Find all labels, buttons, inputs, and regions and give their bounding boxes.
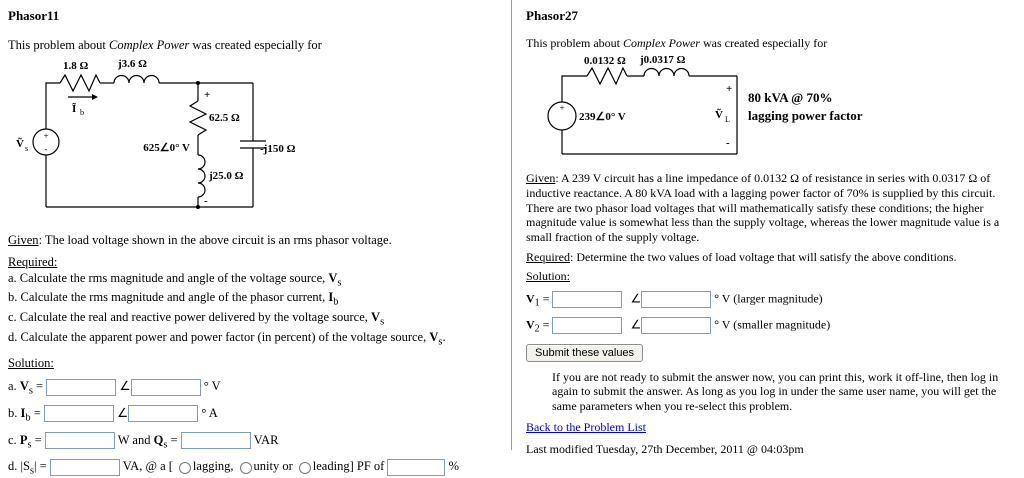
left-intro <box>8 37 503 53</box>
ps-input[interactable] <box>45 432 115 449</box>
circuit-diagram-phasor11 <box>8 57 318 227</box>
inductor-symbol-j3.6ohm <box>114 75 159 83</box>
inductor-symbol-j25ohm <box>198 155 205 197</box>
label-resistor-62.5ohm: 62.5 Ω <box>209 111 240 124</box>
required-item-a: a. Calculate the rms magnitude and angle of the voltage source, $V_s$ <box>8 270 342 289</box>
pf-leading-radio[interactable] <box>299 462 311 474</box>
circuit-wires <box>548 68 737 154</box>
left-page-title: Phasor11 <box>8 8 60 23</box>
right-intro-topic: Complex Power <box>622 35 700 50</box>
label-source-vs: Ṽ <box>16 137 24 150</box>
angle-symbol: ∠ <box>630 291 642 306</box>
last-modified-text: Last modified Tuesday, 27th December, 2011 @ 04:03pm <box>526 442 804 457</box>
right-given <box>526 171 1017 244</box>
required-item-d: d. Calculate the apparent power and power factor (in percent) of the voltage source, $V_s$. <box>8 330 446 348</box>
left-intro-post: was created especially for <box>189 37 322 52</box>
label-load-voltage-vl: Ṽ <box>715 109 723 122</box>
problem-panel-phasor27 <box>512 0 1023 457</box>
right-page-title: Phasor27 <box>526 8 578 23</box>
left-given-label: Given <box>8 232 39 247</box>
angle-symbol: ∠ <box>630 316 642 331</box>
angle-symbol: ∠ <box>117 405 129 420</box>
label-current-ib: Ĩ <box>72 102 77 115</box>
solution-row-b: b. $I_b$ = ∠ ° A <box>8 405 218 424</box>
left-given-text: : The load voltage shown in the above circuit is an rms phasor voltage. <box>38 232 392 247</box>
label-load-voltage: 625∠0° V <box>143 141 190 154</box>
problem-panel-phasor11 <box>0 0 512 477</box>
pf-lagging-radio[interactable] <box>179 462 191 474</box>
left-solution-label: Solution: <box>8 355 54 370</box>
offline-note: If you are not ready to submit the answer now, you can print this, work it off-line, then log in again to submit the answer. As long as you log in under the same user name, you will get the same parameters when you re-select this problem. <box>552 369 999 413</box>
label-inductor-j0.0317ohm: j0.0317 Ω <box>640 54 686 67</box>
label-source-voltage: 239∠0° V <box>579 111 626 124</box>
submit-values-button[interactable]: Submit these values <box>526 344 643 362</box>
solution-row-v2: $V_2$ = ∠ ° V (smaller magnitude) <box>526 316 831 335</box>
pf-percent-input[interactable] <box>387 459 445 476</box>
back-link-row <box>526 420 1017 435</box>
label-inductor-j3.6ohm: j3.6 Ω <box>118 57 147 70</box>
circuit-diagram-phasor27 <box>532 54 1002 166</box>
label-load-voltage-vl-sub: L <box>725 115 730 125</box>
label-inductor-j25ohm: j25.0 Ω <box>209 169 244 182</box>
label-source-vs-sub: s <box>25 143 29 153</box>
plus-sign-load: + <box>204 88 211 101</box>
ib-angle-input[interactable] <box>128 405 198 422</box>
left-given <box>8 232 503 248</box>
ss-magnitude-input[interactable] <box>50 459 120 476</box>
right-required-label: Required <box>526 249 570 264</box>
solution-row-c: c. $P_s = W$ and $Q_s$ = VAR <box>8 432 279 451</box>
current-arrow-head <box>92 94 98 100</box>
label-resistor-1.8ohm: 1.8 Ω <box>63 59 89 72</box>
left-intro-pre: This problem about <box>8 37 110 52</box>
source-plus-sign: + <box>559 103 565 114</box>
v1-magnitude-input[interactable] <box>552 291 622 308</box>
source-minus-sign: - <box>44 143 48 154</box>
resistor-symbol-0.0132ohm <box>587 68 627 84</box>
v2-angle-input[interactable] <box>641 317 711 334</box>
left-required-list <box>8 270 503 349</box>
right-intro-post: was created especially for <box>699 35 828 50</box>
solution-row-a: a. $V_s$ = ∠ ° V <box>8 378 221 397</box>
load-description-line1: 80 kVA @ 70% <box>748 90 833 106</box>
left-required-label: Required: <box>8 254 58 269</box>
resistor-symbol-62.5ohm <box>190 101 206 135</box>
right-intro <box>526 36 1017 51</box>
plus-sign-load: + <box>726 83 733 96</box>
qs-input[interactable] <box>181 432 251 449</box>
angle-symbol: ∠ <box>119 378 131 393</box>
label-current-ib-sub: b <box>80 107 84 117</box>
resistor-symbol-1.8ohm <box>60 75 100 91</box>
right-required-text: : Determine the two values of load voltage that will satisfy the above conditions. <box>570 249 957 264</box>
source-plus-sign: + <box>43 130 49 141</box>
required-item-b: b. Calculate the rms magnitude and angle of the phasor current, $I_b$ <box>8 290 339 308</box>
v1-angle-input[interactable] <box>641 291 711 308</box>
inductor-symbol-j0.0317ohm <box>644 69 689 77</box>
back-to-problem-list-link[interactable]: Back to the Problem List <box>526 420 646 435</box>
label-resistor-0.0132ohm: 0.0132 Ω <box>584 55 626 68</box>
solution-row-v1: $V_1$ = ∠ ° V (larger magnitude) <box>526 291 823 309</box>
right-required <box>526 250 1017 265</box>
ib-magnitude-input[interactable] <box>44 405 114 422</box>
pf-unity-radio[interactable] <box>240 462 252 474</box>
circuit-wires <box>33 75 266 207</box>
right-solution-label: Solution: <box>526 269 571 284</box>
vs-angle-input[interactable] <box>131 379 201 396</box>
load-description-line2: lagging power factor <box>748 108 863 124</box>
minus-sign-load: - <box>204 194 208 207</box>
label-capacitor-j150ohm: -j150 Ω <box>260 142 296 155</box>
solution-row-d: d. $|S_s|$ = VA, @ a [ lagging, unity or leading] PF of % <box>8 459 459 477</box>
v2-magnitude-input[interactable] <box>552 317 622 334</box>
minus-sign-load: - <box>726 137 730 150</box>
right-intro-pre: This problem about <box>526 35 623 50</box>
left-intro-topic: Complex Power <box>109 37 190 52</box>
right-given-text: : A 239 V circuit has a line impedance of 0.0132 Ω of resistance in series with 0.0317 Ω of inductive reactance. A 80 kVA load with a lagging power factor of 70% is supplied by this circuit. There are two phasor load voltages that will mathematically satisfy these conditions; the higher magnitude value is somewhat less than the supply voltage, whereas the lower magnitude value is a small fraction of the supply voltage. <box>526 171 1000 244</box>
required-item-c: c. Calculate the real and reactive power delivered by the voltage source, $V_s$ <box>8 310 385 328</box>
vs-magnitude-input[interactable] <box>46 379 116 396</box>
right-given-label: Given <box>526 171 556 186</box>
